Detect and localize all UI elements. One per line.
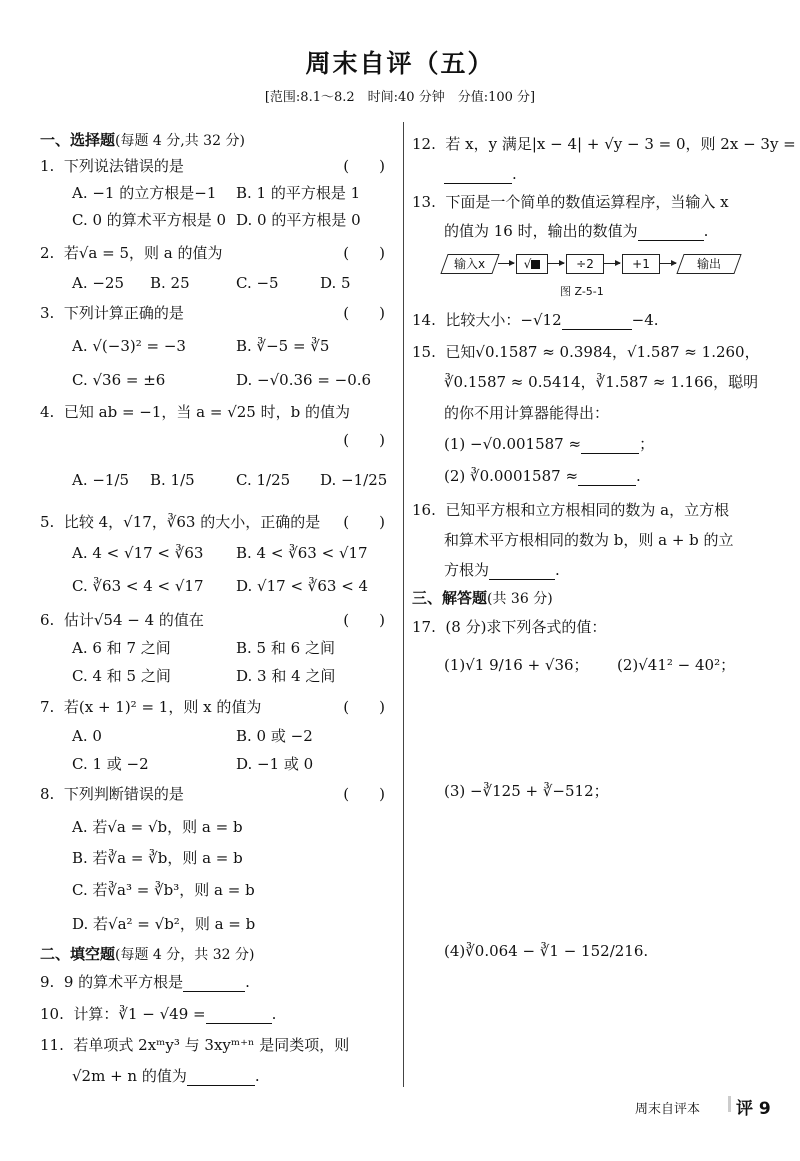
column-divider [403, 122, 404, 1087]
question-6: 6. 估计√54 − 4 的值在 ( ) [40, 611, 385, 629]
question-3: 3. 下列计算正确的是 ( ) [40, 304, 385, 322]
question-17-part1: (1)√1 9/16 + √36； [444, 656, 589, 674]
flow-divide-box: ÷2 [566, 254, 604, 274]
flow-arrow [548, 263, 564, 264]
q12-blank[interactable] [444, 169, 512, 184]
q10-blank[interactable] [206, 1009, 272, 1024]
question-5: 5. 比较 4，√17，∛63 的大小，正确的是 ( ) [40, 513, 385, 531]
question-12-line2: . [444, 164, 517, 184]
q15-blank-1[interactable] [581, 439, 639, 454]
section-answer-header: 三、解答题(共 36 分) [412, 589, 553, 607]
question-17-part4: (4)∛0.064 − ∛1 − 152/216. [444, 942, 649, 960]
question-11-line2: √2m + n 的值为 . [72, 1067, 260, 1085]
question-2: 2. 若√a = 5，则 a 的值为 ( ) [40, 244, 385, 262]
question-16: 16. 已知平方根和立方根相同的数为 a，立方根 [412, 501, 730, 519]
question-17: 17. (8 分)求下列各式的值： [412, 618, 607, 636]
q11-blank[interactable] [187, 1071, 255, 1086]
section-choice-header: 一、选择题(每题 4 分,共 32 分) [40, 131, 245, 149]
question-14: 14. 比较大小：−√12 −4. [412, 311, 659, 329]
question-17-part2: (2)√41² − 40²； [617, 656, 736, 674]
page-subtitle: [范围:8.1～8.2 时间:40 分钟 分值:100 分] [264, 90, 536, 105]
page-title: 周末自评（五） [305, 49, 495, 78]
question-11: 11. 若单项式 2xᵐy³ 与 3xyᵐ⁺ⁿ 是同类项，则 [40, 1036, 350, 1054]
question-15-line3: 的你不用计算器能得出： [444, 404, 610, 422]
question-1: 1. 下列说法错误的是 ( ) [40, 157, 385, 175]
q8-option-d: D. 若√a² = √b²，则 a = b [72, 915, 256, 933]
question-10: 10. 计算：∛1 − √49 = . [40, 1005, 277, 1023]
flow-arrow [660, 263, 676, 264]
flow-input-box: 输入x [440, 254, 499, 274]
question-4: 4. 已知 ab = −1，当 a = √25 时，b 的值为 [40, 403, 350, 421]
page-number: 评 9 [736, 1099, 771, 1119]
question-16-line2: 和算术平方根相同的数为 b，则 a + b 的立 [444, 531, 734, 549]
question-15: 15. 已知√0.1587 ≈ 0.3984，√1.587 ≈ 1.260， [412, 343, 760, 361]
q9-blank[interactable] [183, 977, 245, 992]
q8-option-b: B. 若∛a = ∛b，则 a = b [72, 849, 243, 867]
flow-plus-box: +1 [622, 254, 660, 274]
question-16-line3: 方根为 . [444, 561, 560, 579]
question-17-part3: (3) −∛125 + ∛−512； [444, 782, 609, 800]
question-13-line2: 的值为 16 时，输出的数值为 . [444, 222, 709, 240]
q15-blank-2[interactable] [578, 471, 636, 486]
question-8: 8. 下列判断错误的是 ( ) [40, 785, 385, 803]
question-15-part1: (1) −√0.001587 ≈ ； [444, 435, 655, 453]
question-13: 13. 下面是一个简单的数值运算程序，当输入 x [412, 193, 729, 211]
section-fill-header: 二、填空题(每题 4 分，共 32 分) [40, 945, 255, 963]
question-15-line2: ∛0.1587 ≈ 0.5414，∛1.587 ≈ 1.166，聪明 [444, 373, 759, 391]
q16-blank[interactable] [489, 565, 555, 580]
flow-arrow [604, 263, 620, 264]
flow-sqrt-box: √ [516, 254, 548, 274]
footer-divider [728, 1096, 731, 1112]
question-7: 7. 若(x + 1)² = 1，则 x 的值为 ( ) [40, 698, 385, 716]
flow-output-box: 输出 [676, 254, 741, 274]
q14-blank[interactable] [562, 315, 632, 330]
question-15-part2: (2) ∛0.0001587 ≈ . [444, 467, 641, 485]
question-12: 12. 若 x，y 满足|x − 4| + √y − 3 = 0，则 2x − 3y = [412, 135, 796, 153]
footer-label: 周末自评本 [635, 1102, 701, 1117]
q8-option-c: C. 若∛a³ = ∛b³，则 a = b [72, 881, 255, 899]
q8-option-a: A. 若√a = √b，则 a = b [72, 818, 243, 836]
flowchart [440, 252, 750, 276]
flow-arrow [498, 263, 514, 264]
q13-blank[interactable] [638, 226, 704, 241]
question-9: 9. 9 的算术平方根是 . [40, 973, 250, 991]
figure-caption: 图 Z-5-1 [560, 285, 604, 298]
sqrt-placeholder-icon [531, 260, 540, 269]
